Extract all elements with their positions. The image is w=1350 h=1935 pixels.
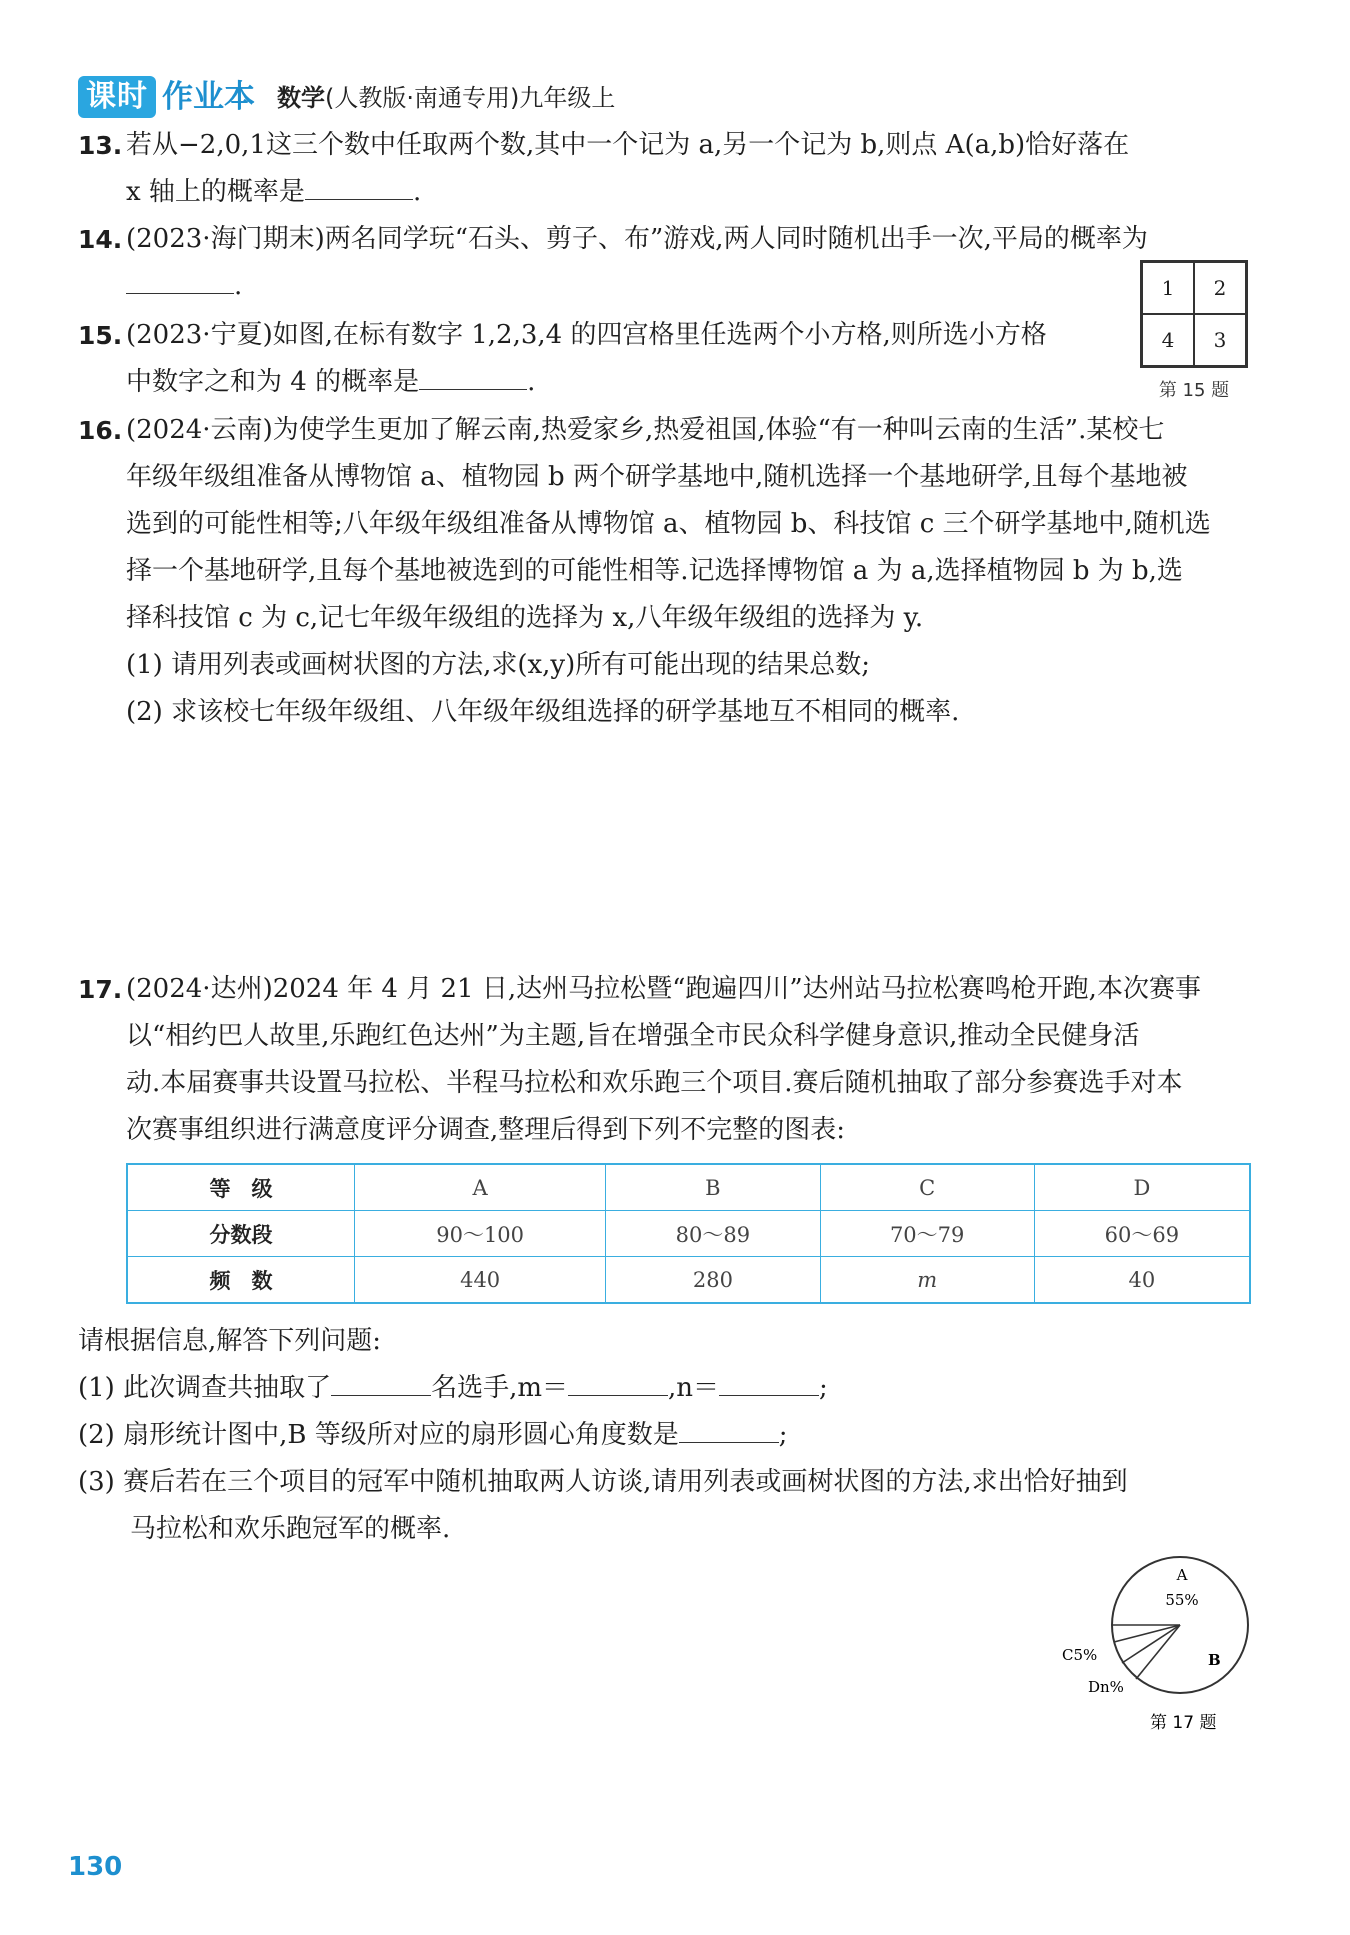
- question-text: (2024·云南)为使学生更加了解云南,热爱家乡,热爱祖国,体验“有一种叫云南的生活”.某校七: [126, 415, 1165, 445]
- table-cell: C: [820, 1164, 1034, 1211]
- punctuation: ;: [778, 1420, 788, 1450]
- figure-caption: 第 17 题: [1150, 1713, 1217, 1733]
- table-cell: m: [820, 1257, 1034, 1304]
- sub-question: (2) 求该校七年级年级组、八年级年级组选择的研学基地互不相同的概率.: [126, 697, 960, 727]
- question-text: 择科技馆 c 为 c,记七年级年级组的选择为 x,八年级年级组的选择为 y.: [126, 603, 924, 633]
- question-text: (2023·宁夏)如图,在标有数字 1,2,3,4 的四宫格里任选两个小方格,则所选小方格: [126, 320, 1047, 350]
- question-15: [78, 312, 1138, 406]
- pie-chart-figure: [1050, 1550, 1270, 1740]
- pie-label-a: A: [1176, 1566, 1188, 1584]
- punctuation: .: [234, 271, 243, 301]
- sub-question-text: (1) 此次调查共抽取了: [78, 1373, 332, 1403]
- page-number: 130: [68, 1852, 123, 1882]
- row-header: 等 级: [127, 1164, 355, 1211]
- question-text-part: 中数字之和为 4 的概率是: [126, 367, 420, 397]
- table-row: [127, 1164, 1250, 1211]
- pie-divider: [1114, 1625, 1180, 1642]
- question-text: [126, 263, 1253, 310]
- answer-blank[interactable]: [305, 169, 413, 200]
- pie-divider: [1136, 1625, 1180, 1679]
- pie-label-d: Dn%: [1088, 1678, 1124, 1696]
- question-text: [126, 359, 1138, 406]
- logo-badge: 课时: [78, 76, 156, 118]
- grid-cell: 3: [1194, 314, 1246, 366]
- score-table: [126, 1163, 1251, 1304]
- four-grid-figure: [1140, 260, 1248, 402]
- sub-question-text: (2) 扇形统计图中,B 等级所对应的扇形圆心角度数是: [78, 1420, 679, 1450]
- question-text: 择一个基地研学,且每个基地被选到的可能性相等.记选择博物馆 a 为 a,选择植物园 b 为 b,选: [126, 556, 1183, 586]
- answer-blank[interactable]: [679, 1412, 779, 1443]
- grid-cell: 1: [1142, 262, 1194, 314]
- question-16: [78, 407, 1253, 736]
- sub-question: [78, 1365, 1253, 1412]
- question-13: [78, 122, 1253, 216]
- pie-divider: [1122, 1625, 1180, 1663]
- question-text: 年级年级组准备从博物馆 a、植物园 b 两个研学基地中,随机选择一个基地研学,且每个基地被: [126, 462, 1188, 492]
- table-row: [127, 1257, 1250, 1304]
- table-cell: D: [1034, 1164, 1250, 1211]
- question-text: (2024·达州)2024 年 4 月 21 日,达州马拉松暨“跑遍四川”达州站马拉松赛鸣枪开跑,本次赛事: [126, 974, 1201, 1004]
- question-number: 15.: [78, 321, 123, 350]
- question-number: 17.: [78, 975, 123, 1004]
- question-text: 若从−2,0,1这三个数中任取两个数,其中一个记为 a,另一个记为 b,则点 A(a,b)恰好落在: [126, 130, 1130, 160]
- edition-label: (人教版·南通专用)九年级上: [325, 84, 616, 112]
- sub-question: 马拉松和欢乐跑冠军的概率.: [130, 1514, 451, 1544]
- question-text-part: x 轴上的概率是: [126, 177, 305, 207]
- question-14: [78, 216, 1253, 310]
- answer-blank[interactable]: [126, 263, 234, 294]
- question-text: (2023·海门期末)两名同学玩“石头、剪子、布”游戏,两人同时随机出手一次,平局的概率为: [126, 224, 1148, 254]
- answer-blank[interactable]: [568, 1365, 668, 1396]
- punctuation: .: [412, 177, 422, 207]
- table-row: [127, 1211, 1250, 1257]
- sub-question: [78, 1412, 1253, 1459]
- table-cell: 90～100: [355, 1211, 606, 1257]
- logo-title: 作业本: [162, 79, 255, 115]
- punctuation: ;: [819, 1373, 828, 1403]
- row-header: 频 数: [127, 1257, 355, 1304]
- subject-label: 数学: [277, 84, 325, 112]
- question-number: 16.: [78, 416, 123, 445]
- question-text: 动.本届赛事共设置马拉松、半程马拉松和欢乐跑三个项目.赛后随机抽取了部分参赛选手对本: [126, 1068, 1183, 1098]
- grid-cell: 4: [1142, 314, 1194, 366]
- table-cell: 70～79: [820, 1211, 1034, 1257]
- sub-question-text: 名选手,m＝: [431, 1373, 569, 1403]
- book-subtitle: [277, 78, 615, 118]
- sub-question: (3) 赛后若在三个项目的冠军中随机抽取两人访谈,请用列表或画树状图的方法,求出恰好抽到: [78, 1467, 1128, 1497]
- answer-blank[interactable]: [719, 1365, 819, 1396]
- four-grid: [1140, 260, 1248, 368]
- table-cell: A: [355, 1164, 606, 1211]
- page-header: [78, 72, 615, 118]
- sub-question-text: ,n＝: [668, 1373, 720, 1403]
- question-number: 14.: [78, 225, 123, 254]
- sub-question: (1) 请用列表或画树状图的方法,求(x,y)所有可能出现的结果总数;: [126, 650, 871, 680]
- table-cell: 440: [355, 1257, 606, 1304]
- table-cell: 80～89: [606, 1211, 820, 1257]
- answer-blank[interactable]: [331, 1365, 431, 1396]
- answer-blank[interactable]: [419, 359, 527, 390]
- question-text: 以“相约巴人故里,乐跑红色达州”为主题,旨在增强全市民众科学健身意识,推动全民健身活: [126, 1021, 1140, 1051]
- table-cell: 280: [606, 1257, 820, 1304]
- table-cell: B: [606, 1164, 820, 1211]
- pie-label-c: C5%: [1062, 1646, 1098, 1664]
- question-number: 13.: [78, 131, 123, 160]
- question-text: 选到的可能性相等;八年级年级组准备从博物馆 a、植物园 b、科技馆 c 三个研学基地中,随机选: [126, 509, 1211, 539]
- question-17: [78, 966, 1253, 1154]
- table-cell: 60～69: [1034, 1211, 1250, 1257]
- pie-pct-a: 55%: [1165, 1591, 1199, 1609]
- pie-label-b: B: [1208, 1651, 1221, 1669]
- figure-caption: 第 15 题: [1158, 380, 1230, 401]
- instruction-text: 请根据信息,解答下列问题:: [78, 1326, 382, 1356]
- row-header: 分数段: [127, 1211, 355, 1257]
- question-text: 次赛事组织进行满意度评分调查,整理后得到下列不完整的图表:: [126, 1115, 846, 1145]
- grid-cell: 2: [1194, 262, 1246, 314]
- question-text: [126, 169, 1253, 216]
- table-cell: 40: [1034, 1257, 1250, 1304]
- punctuation: .: [527, 367, 536, 397]
- question-17-parts: [78, 1318, 1253, 1553]
